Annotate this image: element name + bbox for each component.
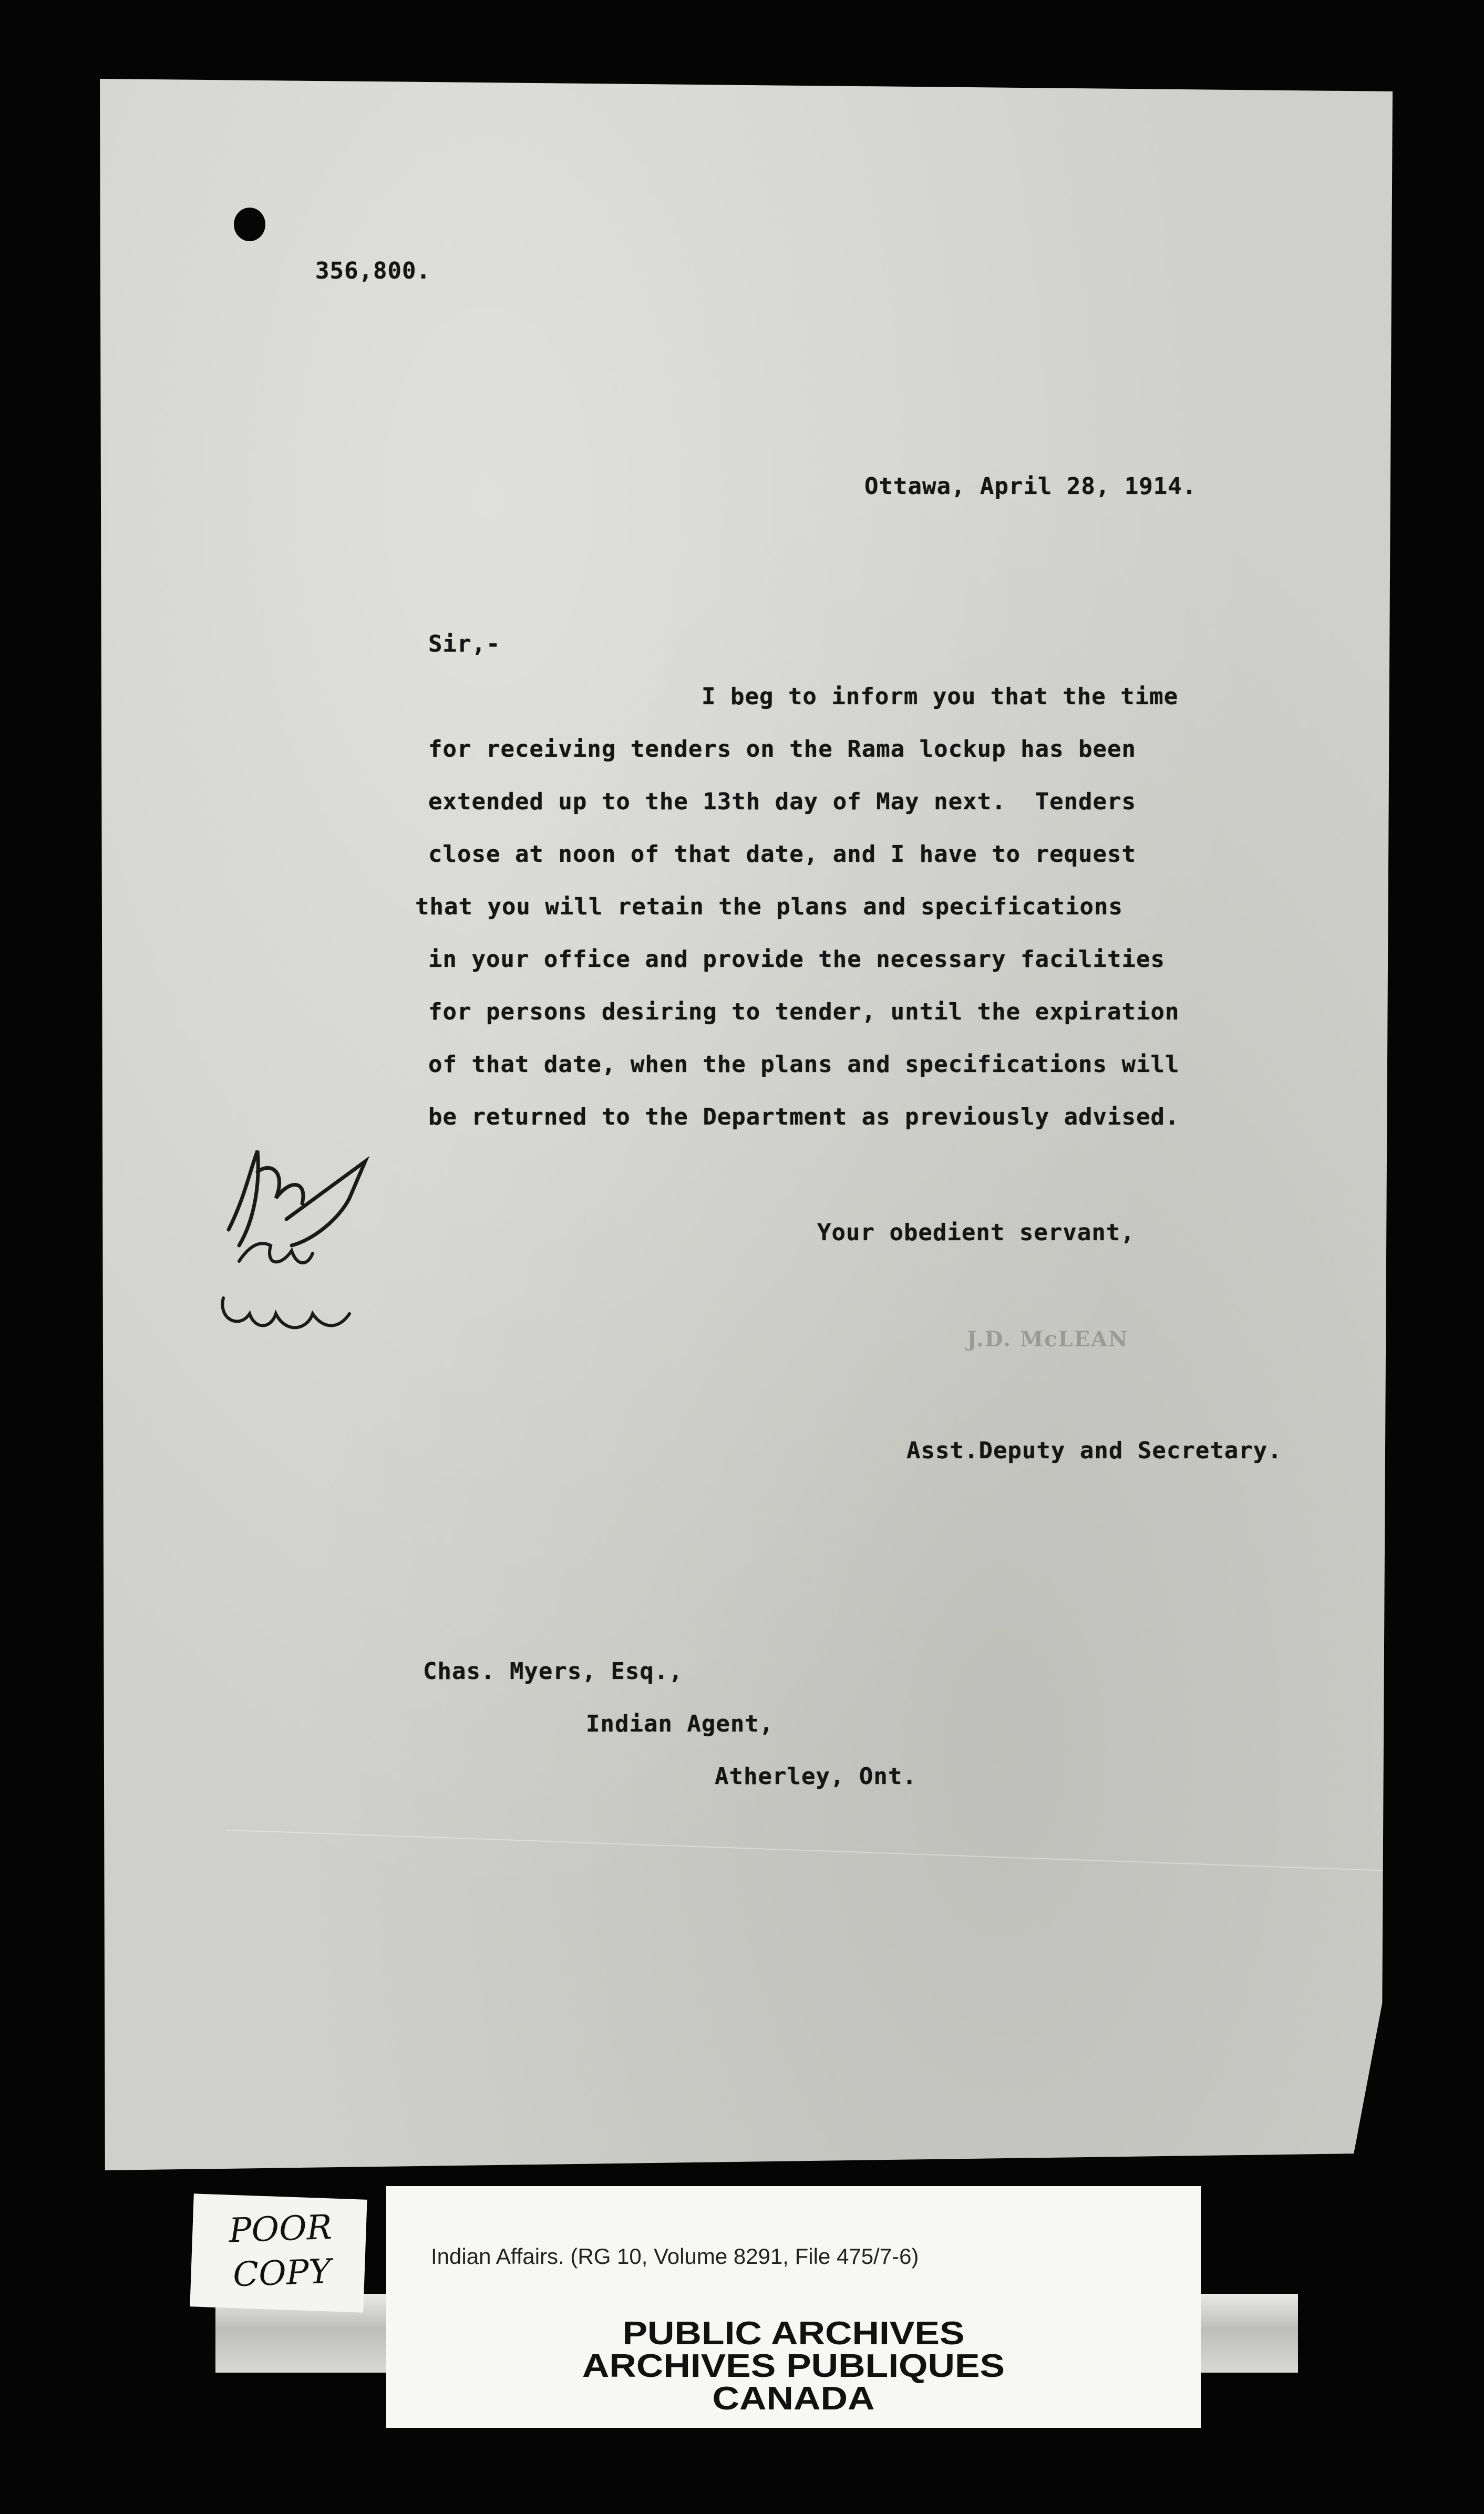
- punch-hole: [234, 208, 265, 241]
- signature-stamp: J.D. McLEAN: [967, 1327, 1129, 1352]
- addressee-position: Indian Agent,: [586, 1711, 774, 1737]
- handwritten-initials: [208, 1140, 407, 1366]
- body-line: close at noon of that date, and I have to request: [428, 841, 1137, 868]
- body-line: for receiving tenders on the Rama lockup has been: [428, 736, 1137, 763]
- addressee-location: Atherley, Ont.: [715, 1763, 917, 1790]
- closing: Your obedient servant,: [817, 1219, 1135, 1246]
- body-line: extended up to the 13th day of May next. Tenders: [428, 788, 1137, 815]
- body-line: for persons desiring to tender, until the expiration: [428, 998, 1180, 1025]
- signatory-title: Asst.Deputy and Secretary.: [906, 1437, 1282, 1464]
- archive-label: [386, 2186, 1201, 2428]
- dateline: Ottawa, April 28, 1914.: [864, 473, 1197, 500]
- salutation: Sir,-: [428, 631, 501, 657]
- body-line: of that date, when the plans and specifications will: [428, 1051, 1180, 1078]
- poor-copy-note: [190, 2193, 367, 2312]
- addressee-name: Chas. Myers, Esq.,: [423, 1658, 683, 1685]
- file-number: 356,800.: [315, 257, 431, 284]
- archive-citation: Indian Affairs. (RG 10, Volume 8291, File 475/7-6): [431, 2244, 919, 2269]
- poor-copy-line-2: COPY: [232, 2252, 332, 2295]
- body-line: be returned to the Department as previously advised.: [428, 1104, 1180, 1130]
- body-line: I beg to inform you that the time: [702, 683, 1179, 710]
- archive-name-en: PUBLIC ARCHIVES: [622, 2315, 965, 2352]
- archive-name-fr: ARCHIVES PUBLIQUES: [582, 2348, 1005, 2384]
- body-line: in your office and provide the necessary facilities: [428, 946, 1166, 973]
- body-line: that you will retain the plans and specifications: [415, 893, 1124, 920]
- poor-copy-line-1: POOR: [228, 2208, 333, 2251]
- archive-country: CANADA: [712, 2381, 875, 2417]
- poor-copy-text: [206, 2204, 356, 2298]
